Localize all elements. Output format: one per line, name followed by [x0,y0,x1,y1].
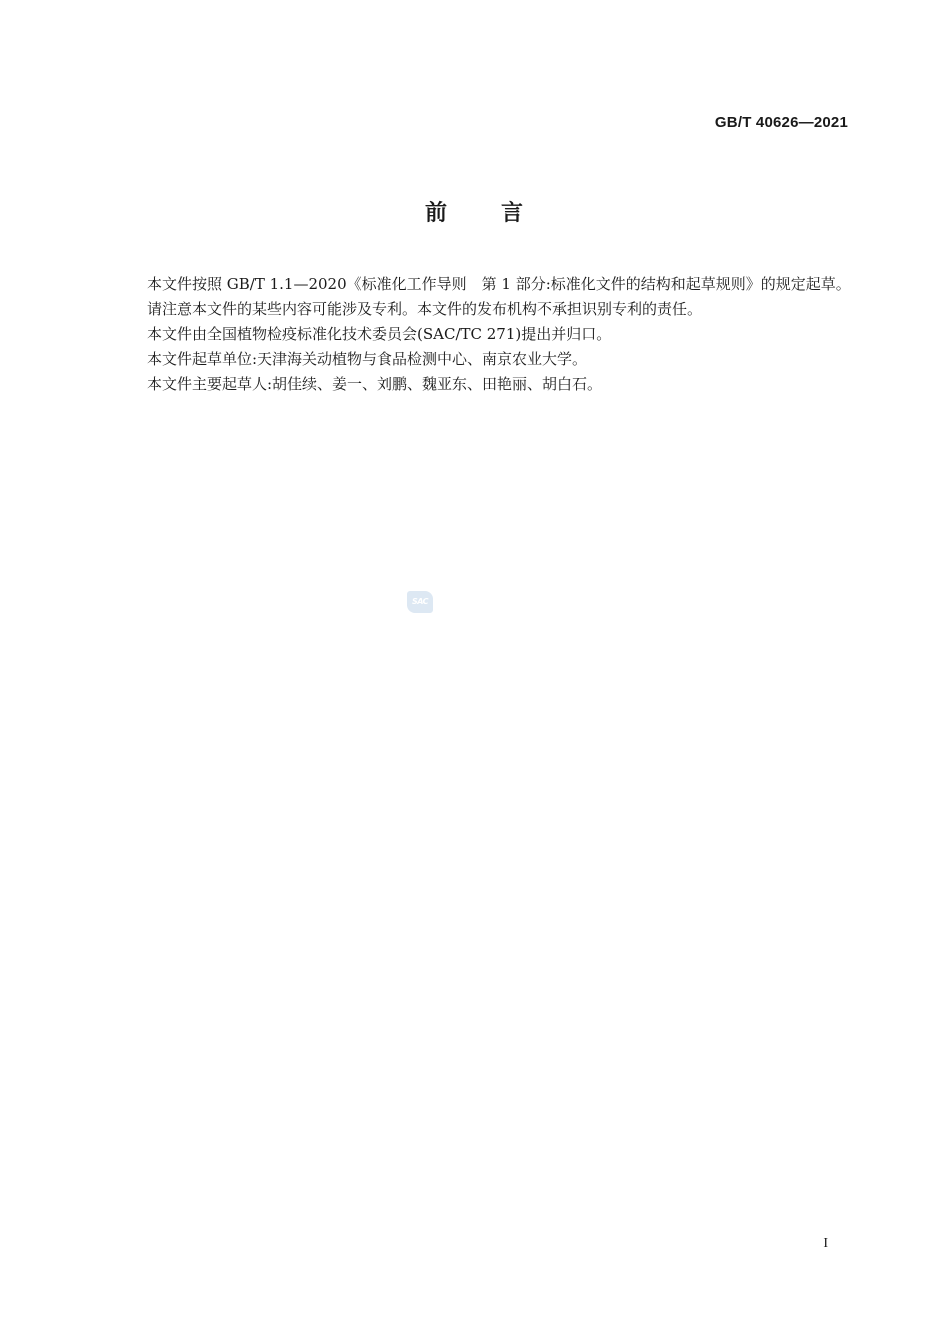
title-char-right: 言 [501,201,526,226]
paragraph-drafting-units: 本文件起草单位:天津海关动植物与食品检测中心、南京农业大学。 [147,350,588,368]
foreword-body [114,272,854,397]
paragraph-committee: 本文件由全国植物检疫标准化技术委员会(SAC/TC 271)提出并归口。 [147,325,612,343]
page-number: I [823,1236,828,1251]
sac-logo-icon: SAC [407,591,433,613]
standard-number: GB/T 40626—2021 [714,114,848,131]
paragraph-drafting-rules: 本文件按照 GB/T 1.1—2020《标准化工作导则 第 1 部分:标准化文件的结构和起草规则》的规定起草。 [147,275,851,293]
paragraph-patent-notice: 请注意本文件的某些内容可能涉及专利。本文件的发布机构不承担识别专利的责任。 [147,300,703,318]
page-title [0,196,950,227]
title-char-left: 前 [424,201,449,226]
paragraph-drafters: 本文件主要起草人:胡佳续、姜一、刘鹏、魏亚东、田艳丽、胡白石。 [147,375,603,393]
